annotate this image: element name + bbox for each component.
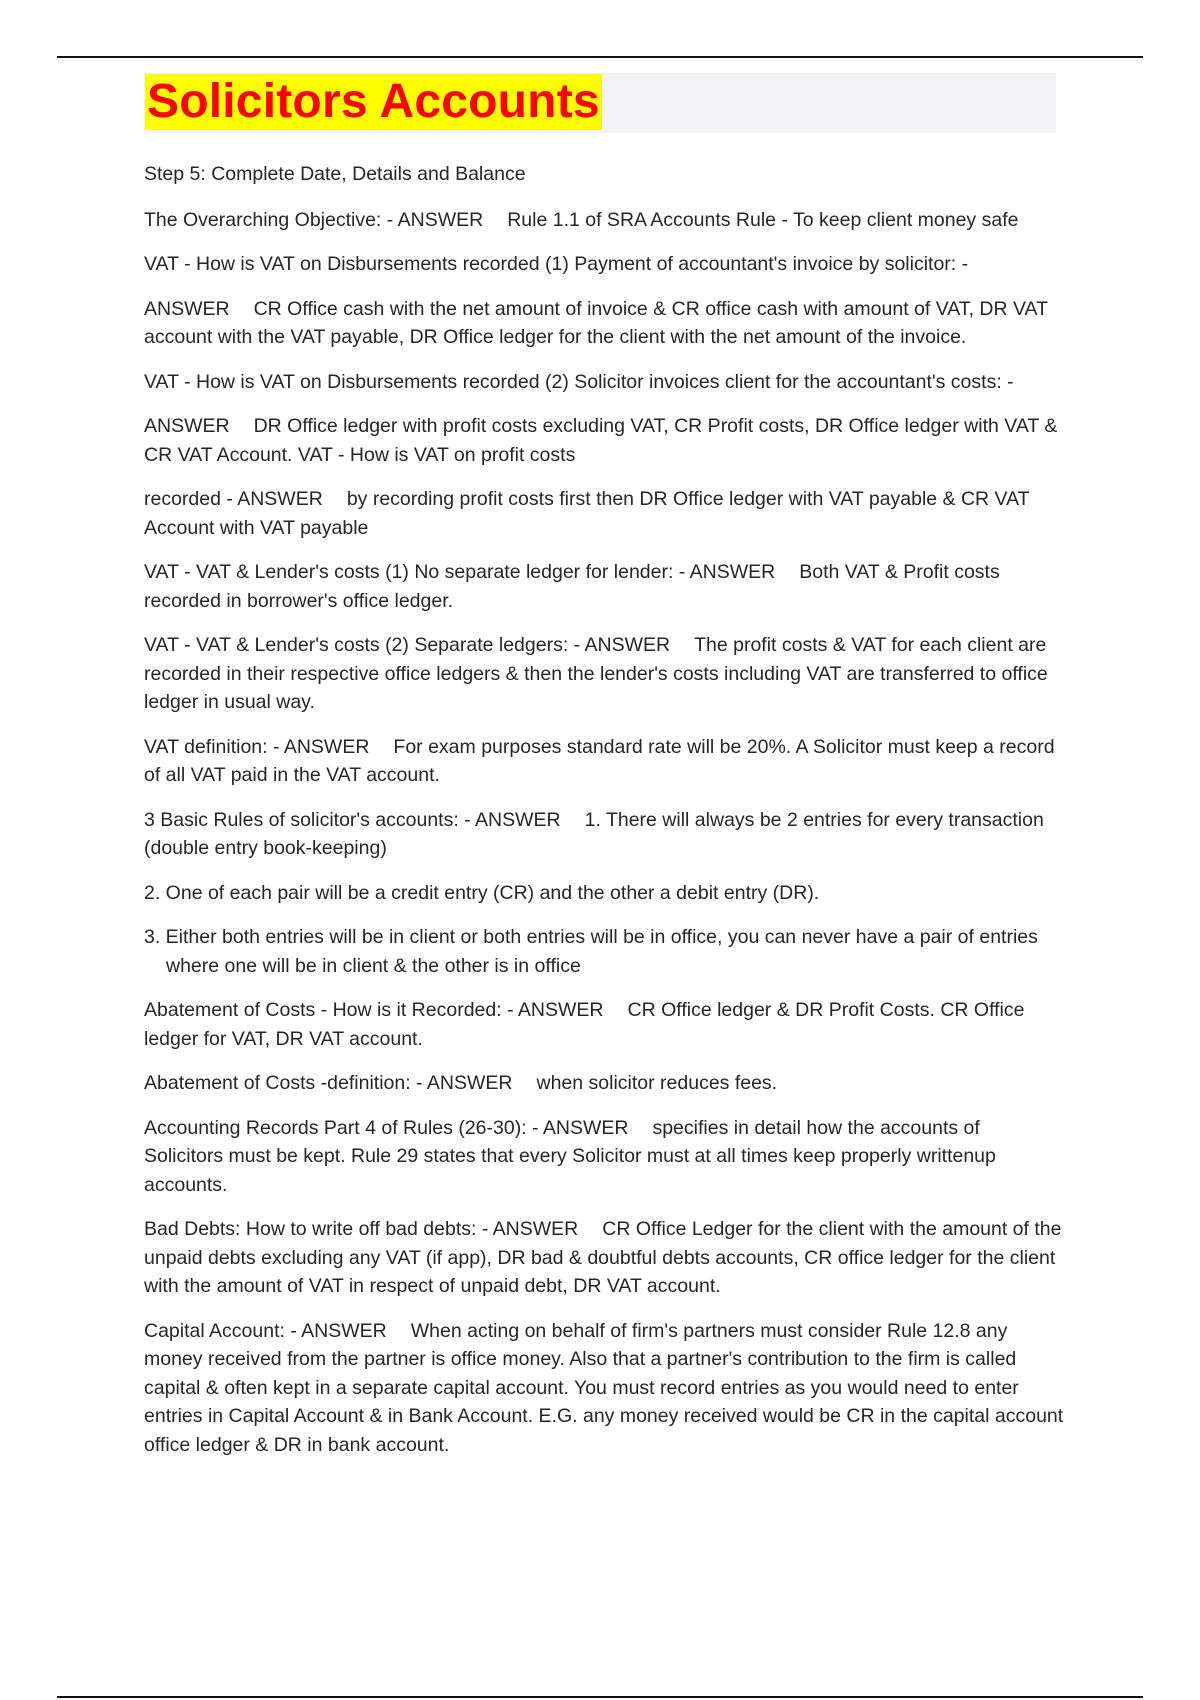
qa-question: ANSWER bbox=[144, 297, 230, 320]
qa-question: Abatement of Costs - How is it Recorded: - ANSWER bbox=[144, 999, 604, 1021]
qa-item bbox=[144, 631, 1064, 717]
qa-item bbox=[144, 923, 1064, 980]
qa-item bbox=[144, 996, 1064, 1053]
qa-question: ANSWER bbox=[144, 415, 230, 437]
qa-item bbox=[144, 733, 1064, 790]
qa-item bbox=[144, 558, 1064, 615]
qa-question: recorded - ANSWER bbox=[144, 488, 323, 510]
qa-answer: specifies in detail how the accounts of Solicitors must be kept. Rule 29 states that every Solicitor must at all times keep properly writtenup accounts. bbox=[144, 1116, 996, 1196]
qa-answer: DR Office ledger with profit costs excluding VAT, CR Profit costs, DR Office ledger with VAT & CR VAT Account. VAT - How is VAT on profit costs bbox=[144, 415, 1058, 466]
qa-answer: The profit costs & VAT for each client are recorded in their respective office ledgers & then the lender's costs including VAT are transferred to office ledger in usual way. bbox=[144, 634, 1048, 713]
qa-item bbox=[144, 1069, 1064, 1098]
qa-item bbox=[144, 1215, 1064, 1301]
qa-question: 2. One of each pair will be a credit entry (CR) and the other a debit entry (DR). bbox=[144, 881, 820, 904]
qa-question: 3. Either both entries will be in client or both entries will be in office, you can never have a pair of entries where one will be in client & the other is in office bbox=[144, 926, 1038, 977]
qa-answer: 1. There will always be 2 entries for every transaction (double entry book-keeping) bbox=[144, 808, 1044, 859]
qa-question: Bad Debts: How to write off bad debts: - ANSWER bbox=[144, 1218, 579, 1240]
qa-item bbox=[144, 412, 1064, 469]
step-heading: Step 5: Complete Date, Details and Balance bbox=[144, 163, 526, 185]
qa-question: Capital Account: - ANSWER bbox=[144, 1319, 387, 1342]
qa-question: 3 Basic Rules of solicitor's accounts: - ANSWER bbox=[144, 808, 561, 831]
qa-question: VAT - VAT & Lender's costs (1) No separate ledger for lender: - ANSWER bbox=[144, 561, 776, 583]
qa-answer: CR Office Ledger for the client with the amount of the unpaid debts excluding any VAT (if app), DR bad & doubtful debts accounts, CR office ledger for the client with the amount of VAT in respect of unpaid debt, DR VAT account. bbox=[144, 1218, 1062, 1297]
qa-item bbox=[144, 1114, 1064, 1200]
qa-question: VAT - How is VAT on Disbursements recorded (1) Payment of accountant's invoice by solicitor: - bbox=[144, 253, 969, 275]
qa-question: VAT - How is VAT on Disbursements recorded (2) Solicitor invoices client for the accountant's costs: - bbox=[144, 370, 1014, 393]
qa-answer: When acting on behalf of firm's partners must consider Rule 12.8 any money received from the partner is office money. Also that a partner's contribution to the firm is called capital & often kept in a separate capital account. You must record entries as you would need to enter entries in Capital Account & in Bank Account. E.G. any money received would be CR in the capital account office ledger & DR in bank account. bbox=[144, 1319, 1064, 1456]
qa-question: Abatement of Costs -definition: - ANSWER bbox=[144, 1072, 513, 1094]
qa-item bbox=[144, 250, 1064, 279]
qa-answer: Rule 1.1 of SRA Accounts Rule - To keep client money safe bbox=[507, 208, 1019, 231]
bottom-rule bbox=[57, 1696, 1143, 1698]
qa-question: VAT - VAT & Lender's costs (2) Separate ledgers: - ANSWER bbox=[144, 634, 671, 656]
top-rule bbox=[57, 56, 1143, 58]
qa-item bbox=[144, 206, 1064, 235]
qa-item bbox=[144, 295, 1064, 352]
qa-list bbox=[144, 206, 1064, 1460]
qa-item bbox=[144, 879, 1064, 908]
qa-answer: For exam purposes standard rate will be 20%. A Solicitor must keep a record of all VAT paid in the VAT account. bbox=[144, 735, 1055, 786]
qa-answer: CR Office cash with the net amount of invoice & CR office cash with amount of VAT, DR VAT account with the VAT payable, DR Office ledger for the client with the net amount of the invoice. bbox=[144, 297, 1048, 348]
page-title: Solicitors Accounts bbox=[147, 75, 600, 128]
qa-item bbox=[144, 1317, 1064, 1460]
qa-answer: CR Office ledger & DR Profit Costs. CR Office ledger for VAT, DR VAT account. bbox=[144, 999, 1025, 1050]
qa-item bbox=[144, 485, 1064, 542]
qa-answer: Both VAT & Profit costs recorded in borrower's office ledger. bbox=[144, 561, 1000, 612]
qa-item bbox=[144, 806, 1064, 863]
qa-question: The Overarching Objective: - ANSWER bbox=[144, 208, 484, 231]
qa-answer: when solicitor reduces fees. bbox=[536, 1072, 778, 1094]
qa-question: Accounting Records Part 4 of Rules (26-30): - ANSWER bbox=[144, 1116, 629, 1139]
qa-question: VAT definition: - ANSWER bbox=[144, 735, 370, 758]
qa-answer: by recording profit costs first then DR Office ledger with VAT payable & CR VAT Account with VAT payable bbox=[144, 488, 1030, 539]
qa-item bbox=[144, 368, 1064, 397]
document-body bbox=[144, 160, 1064, 1475]
